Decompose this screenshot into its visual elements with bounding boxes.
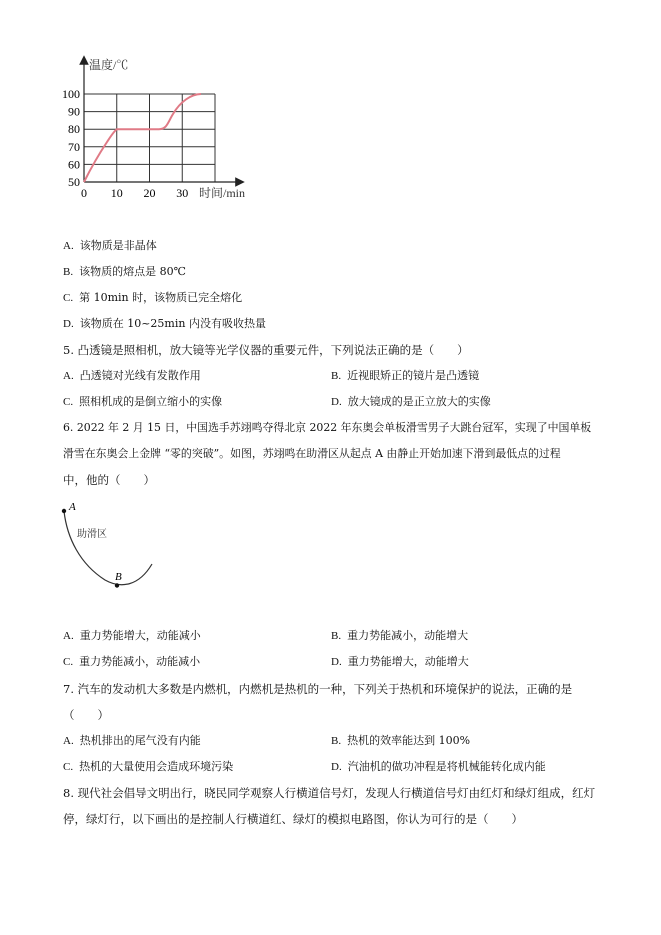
- q5-option-d[interactable]: [331, 394, 491, 410]
- option-text: 该物质的熔点是 80℃: [79, 265, 186, 278]
- option-text: 凸透镜对光线有发散作用: [79, 369, 201, 382]
- q6-option-b[interactable]: [331, 628, 468, 644]
- point-a-label: A: [69, 501, 76, 513]
- option-key: C.: [63, 396, 74, 408]
- option-text: 该物质在 10~25min 内没有吸收热量: [79, 317, 266, 330]
- q6-option-a[interactable]: [63, 628, 201, 644]
- option-text: 放大镜成的是正立放大的实像: [347, 395, 491, 408]
- option-key: C.: [63, 761, 74, 773]
- option-key: D.: [331, 761, 342, 773]
- q8-stem-line-2: 停，绿灯行，以下画出的是控制人行横道红、绿灯的模拟电路图，你认为可行的是（ ）: [63, 812, 523, 826]
- x-tick-label: 0: [81, 186, 87, 200]
- q6-option-c[interactable]: [63, 654, 200, 670]
- q7-stem-line-2: （ ）: [63, 708, 109, 722]
- q5-option-b[interactable]: [331, 368, 479, 384]
- option-text: 热机的效率能达到 100%: [347, 734, 471, 747]
- y-tick-label: 60: [68, 157, 80, 172]
- x-tick-label: 20: [143, 186, 156, 200]
- option-key: A.: [63, 735, 74, 747]
- option-text: 该物质是非晶体: [79, 239, 157, 252]
- q7-option-c[interactable]: [63, 759, 233, 775]
- q5-option-c[interactable]: [63, 394, 222, 410]
- option-key: A.: [63, 370, 74, 382]
- x-tick-label: 30: [176, 186, 189, 200]
- q8-stem-line-1: 8. 现代社会倡导文明出行，晓民同学观察人行横道信号灯，发现人行横道信号灯由红灯和绿灯组成，红灯: [63, 786, 596, 800]
- q6-option-d[interactable]: [331, 654, 469, 670]
- option-key: B.: [331, 735, 342, 747]
- point-b-dot: [115, 583, 119, 587]
- q6-stem-line-1: 6. 2022 年 2 月 15 日，中国选手苏翊鸣夺得北京 2022 年东奥会单板滑雪男子大跳台冠军，实现了中国单板: [63, 421, 592, 434]
- option-key: D.: [331, 656, 342, 668]
- option-key: C.: [63, 292, 74, 304]
- option-text: 重力势能减小，动能减小: [79, 655, 201, 668]
- y-tick-label: 90: [68, 104, 80, 119]
- q7-option-a[interactable]: [63, 733, 201, 749]
- option-key: A.: [63, 240, 74, 252]
- ramp-figure: [55, 498, 165, 593]
- option-key: D.: [63, 318, 74, 330]
- option-key: D.: [331, 396, 342, 408]
- option-text: 近视眼矫正的镜片是凸透镜: [347, 369, 480, 382]
- temperature-time-graph: [55, 50, 265, 210]
- q6-stem-line-2: 滑雪在东奥会上金牌 “零的突破”。如图，苏翊鸣在助滑区从起点 A 由静止开始加速下滑到最低点的过程: [63, 447, 561, 460]
- q7-stem-line-1: 7. 汽车的发动机大多数是内燃机，内燃机是热机的一种，下列关于热机和环境保护的说法，正确的是: [63, 682, 573, 696]
- temperature-curve: [84, 94, 201, 182]
- option-text: 汽油机的做功冲程是将机械能转化成内能: [347, 760, 546, 773]
- q4-option-d[interactable]: [63, 316, 266, 332]
- option-text: 重力势能减小，动能增大: [347, 629, 469, 642]
- q4-option-b[interactable]: [63, 264, 186, 280]
- option-key: A.: [63, 630, 74, 642]
- y-tick-label: 100: [62, 87, 80, 101]
- graph-grid: [84, 94, 215, 182]
- option-key: B.: [63, 266, 74, 278]
- q4-option-c[interactable]: [63, 290, 242, 306]
- x-tick-label: 10: [110, 186, 123, 200]
- point-a-dot: [62, 509, 66, 513]
- y-axis-label: 温度/℃: [89, 58, 129, 72]
- q6-stem-line-3: 中，他的（ ）: [63, 473, 155, 487]
- q5-option-a[interactable]: [63, 368, 201, 384]
- zone-label: 助滑区: [77, 529, 107, 540]
- y-tick-label: 80: [68, 122, 80, 137]
- option-text: 重力势能增大，动能增大: [347, 655, 469, 668]
- option-key: C.: [63, 656, 74, 668]
- option-text: 重力势能增大，动能减小: [79, 629, 201, 642]
- y-tick-label: 50: [68, 175, 80, 189]
- q7-option-d[interactable]: [331, 759, 546, 775]
- q4-option-a[interactable]: [63, 238, 157, 254]
- option-text: 第 10min 时，该物质已完全熔化: [79, 291, 243, 304]
- option-text: 照相机成的是倒立缩小的实像: [79, 395, 223, 408]
- option-key: B.: [331, 630, 342, 642]
- y-tick-label: 70: [68, 139, 80, 154]
- option-text: 热机的大量使用会造成环境污染: [79, 760, 234, 773]
- q7-option-b[interactable]: [331, 733, 470, 749]
- x-axis-label: 时间/min: [199, 186, 246, 200]
- option-key: B.: [331, 370, 342, 382]
- point-b-label: B: [115, 571, 122, 583]
- option-text: 热机排出的尾气没有内能: [79, 734, 201, 747]
- ramp-curve: [64, 511, 152, 585]
- q5-stem: 5. 凸透镜是照相机，放大镜等光学仪器的重要元件，下列说法正确的是（ ）: [63, 343, 469, 357]
